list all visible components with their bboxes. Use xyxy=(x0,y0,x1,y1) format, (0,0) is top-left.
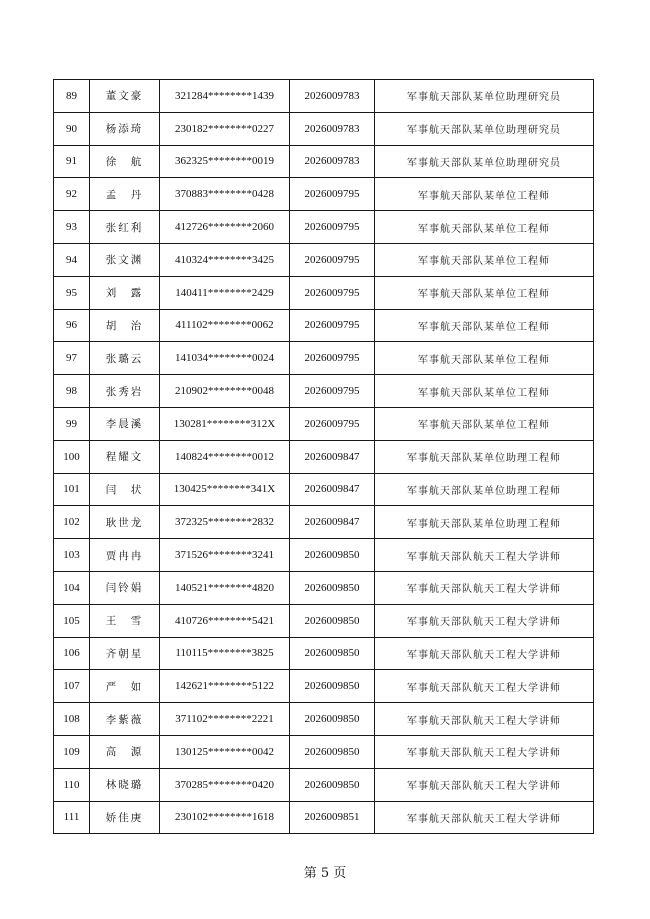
id-number-cell: 372325********2832 xyxy=(160,506,290,539)
table-row xyxy=(54,801,594,834)
table-row xyxy=(54,112,594,145)
id-number-cell: 410324********3425 xyxy=(160,243,290,276)
position-code-cell: 2026009850 xyxy=(290,539,375,572)
row-number-cell: 106 xyxy=(54,637,90,670)
position-code-cell: 2026009850 xyxy=(290,604,375,637)
position-title-cell: 军事航天部队某单位工程师 xyxy=(375,243,594,276)
position-code-cell: 2026009795 xyxy=(290,309,375,342)
position-code-cell: 2026009783 xyxy=(290,80,375,113)
id-number-cell: 210902********0048 xyxy=(160,375,290,408)
table-row xyxy=(54,637,594,670)
candidate-name-cell: 孟 丹 xyxy=(90,178,160,211)
candidate-name-cell: 贾冉冉 xyxy=(90,539,160,572)
candidate-name-cell: 董文豪 xyxy=(90,80,160,113)
position-title-cell: 军事航天部队航天工程大学讲师 xyxy=(375,801,594,834)
id-number-cell: 370285********0420 xyxy=(160,768,290,801)
roster-table-body xyxy=(54,80,594,834)
position-title-cell: 军事航天部队航天工程大学讲师 xyxy=(375,768,594,801)
id-number-cell: 142621********5122 xyxy=(160,670,290,703)
table-row xyxy=(54,670,594,703)
table-row xyxy=(54,178,594,211)
position-title-cell: 军事航天部队某单位助理研究员 xyxy=(375,145,594,178)
candidate-name-cell: 张红利 xyxy=(90,211,160,244)
row-number-cell: 103 xyxy=(54,539,90,572)
row-number-cell: 102 xyxy=(54,506,90,539)
position-title-cell: 军事航天部队某单位工程师 xyxy=(375,178,594,211)
candidate-name-cell: 刘 露 xyxy=(90,276,160,309)
table-row xyxy=(54,473,594,506)
id-number-cell: 230182********0227 xyxy=(160,112,290,145)
row-number-cell: 100 xyxy=(54,440,90,473)
candidate-name-cell: 胡 治 xyxy=(90,309,160,342)
row-number-cell: 98 xyxy=(54,375,90,408)
id-number-cell: 130125********0042 xyxy=(160,735,290,768)
page-number: 第 5 页 xyxy=(303,866,347,881)
row-number-cell: 96 xyxy=(54,309,90,342)
position-title-cell: 军事航天部队航天工程大学讲师 xyxy=(375,670,594,703)
table-row xyxy=(54,407,594,440)
position-code-cell: 2026009847 xyxy=(290,440,375,473)
table-row xyxy=(54,309,594,342)
id-number-cell: 141034********0024 xyxy=(160,342,290,375)
position-code-cell: 2026009783 xyxy=(290,145,375,178)
position-title-cell: 军事航天部队某单位助理研究员 xyxy=(375,112,594,145)
candidate-name-cell: 张秀岩 xyxy=(90,375,160,408)
position-code-cell: 2026009795 xyxy=(290,178,375,211)
id-number-cell: 370883********0428 xyxy=(160,178,290,211)
table-row xyxy=(54,539,594,572)
row-number-cell: 111 xyxy=(54,801,90,834)
id-number-cell: 130425********341X xyxy=(160,473,290,506)
position-title-cell: 军事航天部队航天工程大学讲师 xyxy=(375,539,594,572)
row-number-cell: 91 xyxy=(54,145,90,178)
row-number-cell: 90 xyxy=(54,112,90,145)
position-title-cell: 军事航天部队某单位工程师 xyxy=(375,407,594,440)
position-title-cell: 军事航天部队某单位工程师 xyxy=(375,342,594,375)
candidate-name-cell: 李紫薇 xyxy=(90,703,160,736)
position-code-cell: 2026009850 xyxy=(290,571,375,604)
position-title-cell: 军事航天部队航天工程大学讲师 xyxy=(375,735,594,768)
table-row xyxy=(54,506,594,539)
position-code-cell: 2026009847 xyxy=(290,506,375,539)
table-row xyxy=(54,342,594,375)
candidate-name-cell: 杨添琦 xyxy=(90,112,160,145)
row-number-cell: 95 xyxy=(54,276,90,309)
table-row xyxy=(54,80,594,113)
candidate-name-cell: 严 如 xyxy=(90,670,160,703)
position-code-cell: 2026009795 xyxy=(290,276,375,309)
table-row xyxy=(54,276,594,309)
position-title-cell: 军事航天部队航天工程大学讲师 xyxy=(375,637,594,670)
row-number-cell: 94 xyxy=(54,243,90,276)
candidate-name-cell: 耿世龙 xyxy=(90,506,160,539)
candidate-name-cell: 张璐云 xyxy=(90,342,160,375)
id-number-cell: 412726********2060 xyxy=(160,211,290,244)
id-number-cell: 130281********312X xyxy=(160,407,290,440)
id-number-cell: 321284********1439 xyxy=(160,80,290,113)
table-row xyxy=(54,703,594,736)
row-number-cell: 101 xyxy=(54,473,90,506)
position-code-cell: 2026009850 xyxy=(290,670,375,703)
row-number-cell: 107 xyxy=(54,670,90,703)
position-title-cell: 军事航天部队航天工程大学讲师 xyxy=(375,703,594,736)
candidate-name-cell: 闫铃娟 xyxy=(90,571,160,604)
position-code-cell: 2026009850 xyxy=(290,703,375,736)
position-title-cell: 军事航天部队某单位助理研究员 xyxy=(375,80,594,113)
row-number-cell: 104 xyxy=(54,571,90,604)
position-title-cell: 军事航天部队航天工程大学讲师 xyxy=(375,571,594,604)
candidate-roster-table xyxy=(53,79,594,834)
candidate-name-cell: 闫 状 xyxy=(90,473,160,506)
candidate-name-cell: 张文渊 xyxy=(90,243,160,276)
position-code-cell: 2026009795 xyxy=(290,407,375,440)
position-title-cell: 军事航天部队某单位工程师 xyxy=(375,309,594,342)
position-title-cell: 军事航天部队某单位助理工程师 xyxy=(375,506,594,539)
candidate-name-cell: 王 雪 xyxy=(90,604,160,637)
id-number-cell: 230102********1618 xyxy=(160,801,290,834)
row-number-cell: 105 xyxy=(54,604,90,637)
candidate-name-cell: 高 源 xyxy=(90,735,160,768)
table-row xyxy=(54,735,594,768)
candidate-name-cell: 齐朝星 xyxy=(90,637,160,670)
position-code-cell: 2026009847 xyxy=(290,473,375,506)
position-code-cell: 2026009783 xyxy=(290,112,375,145)
position-code-cell: 2026009850 xyxy=(290,637,375,670)
table-row xyxy=(54,440,594,473)
position-code-cell: 2026009850 xyxy=(290,768,375,801)
candidate-name-cell: 娇佳庚 xyxy=(90,801,160,834)
id-number-cell: 140411********2429 xyxy=(160,276,290,309)
candidate-name-cell: 程耀文 xyxy=(90,440,160,473)
position-title-cell: 军事航天部队某单位工程师 xyxy=(375,211,594,244)
position-title-cell: 军事航天部队航天工程大学讲师 xyxy=(375,604,594,637)
position-code-cell: 2026009795 xyxy=(290,342,375,375)
table-row xyxy=(54,768,594,801)
position-title-cell: 军事航天部队某单位助理工程师 xyxy=(375,440,594,473)
id-number-cell: 140521********4820 xyxy=(160,571,290,604)
id-number-cell: 371526********3241 xyxy=(160,539,290,572)
position-code-cell: 2026009795 xyxy=(290,375,375,408)
position-code-cell: 2026009795 xyxy=(290,211,375,244)
table-row xyxy=(54,243,594,276)
row-number-cell: 109 xyxy=(54,735,90,768)
table-row xyxy=(54,571,594,604)
row-number-cell: 92 xyxy=(54,178,90,211)
position-title-cell: 军事航天部队某单位工程师 xyxy=(375,375,594,408)
table-row xyxy=(54,604,594,637)
candidate-name-cell: 李晨溪 xyxy=(90,407,160,440)
table-row xyxy=(54,211,594,244)
id-number-cell: 362325********0019 xyxy=(160,145,290,178)
position-title-cell: 军事航天部队某单位助理工程师 xyxy=(375,473,594,506)
id-number-cell: 140824********0012 xyxy=(160,440,290,473)
id-number-cell: 110115********3825 xyxy=(160,637,290,670)
row-number-cell: 93 xyxy=(54,211,90,244)
position-code-cell: 2026009850 xyxy=(290,735,375,768)
row-number-cell: 110 xyxy=(54,768,90,801)
id-number-cell: 371102********2221 xyxy=(160,703,290,736)
row-number-cell: 99 xyxy=(54,407,90,440)
table-row xyxy=(54,375,594,408)
position-title-cell: 军事航天部队某单位工程师 xyxy=(375,276,594,309)
table-row xyxy=(54,145,594,178)
candidate-name-cell: 林晓璐 xyxy=(90,768,160,801)
position-code-cell: 2026009851 xyxy=(290,801,375,834)
id-number-cell: 411102********0062 xyxy=(160,309,290,342)
position-code-cell: 2026009795 xyxy=(290,243,375,276)
row-number-cell: 89 xyxy=(54,80,90,113)
candidate-name-cell: 徐 航 xyxy=(90,145,160,178)
row-number-cell: 97 xyxy=(54,342,90,375)
row-number-cell: 108 xyxy=(54,703,90,736)
id-number-cell: 410726********5421 xyxy=(160,604,290,637)
